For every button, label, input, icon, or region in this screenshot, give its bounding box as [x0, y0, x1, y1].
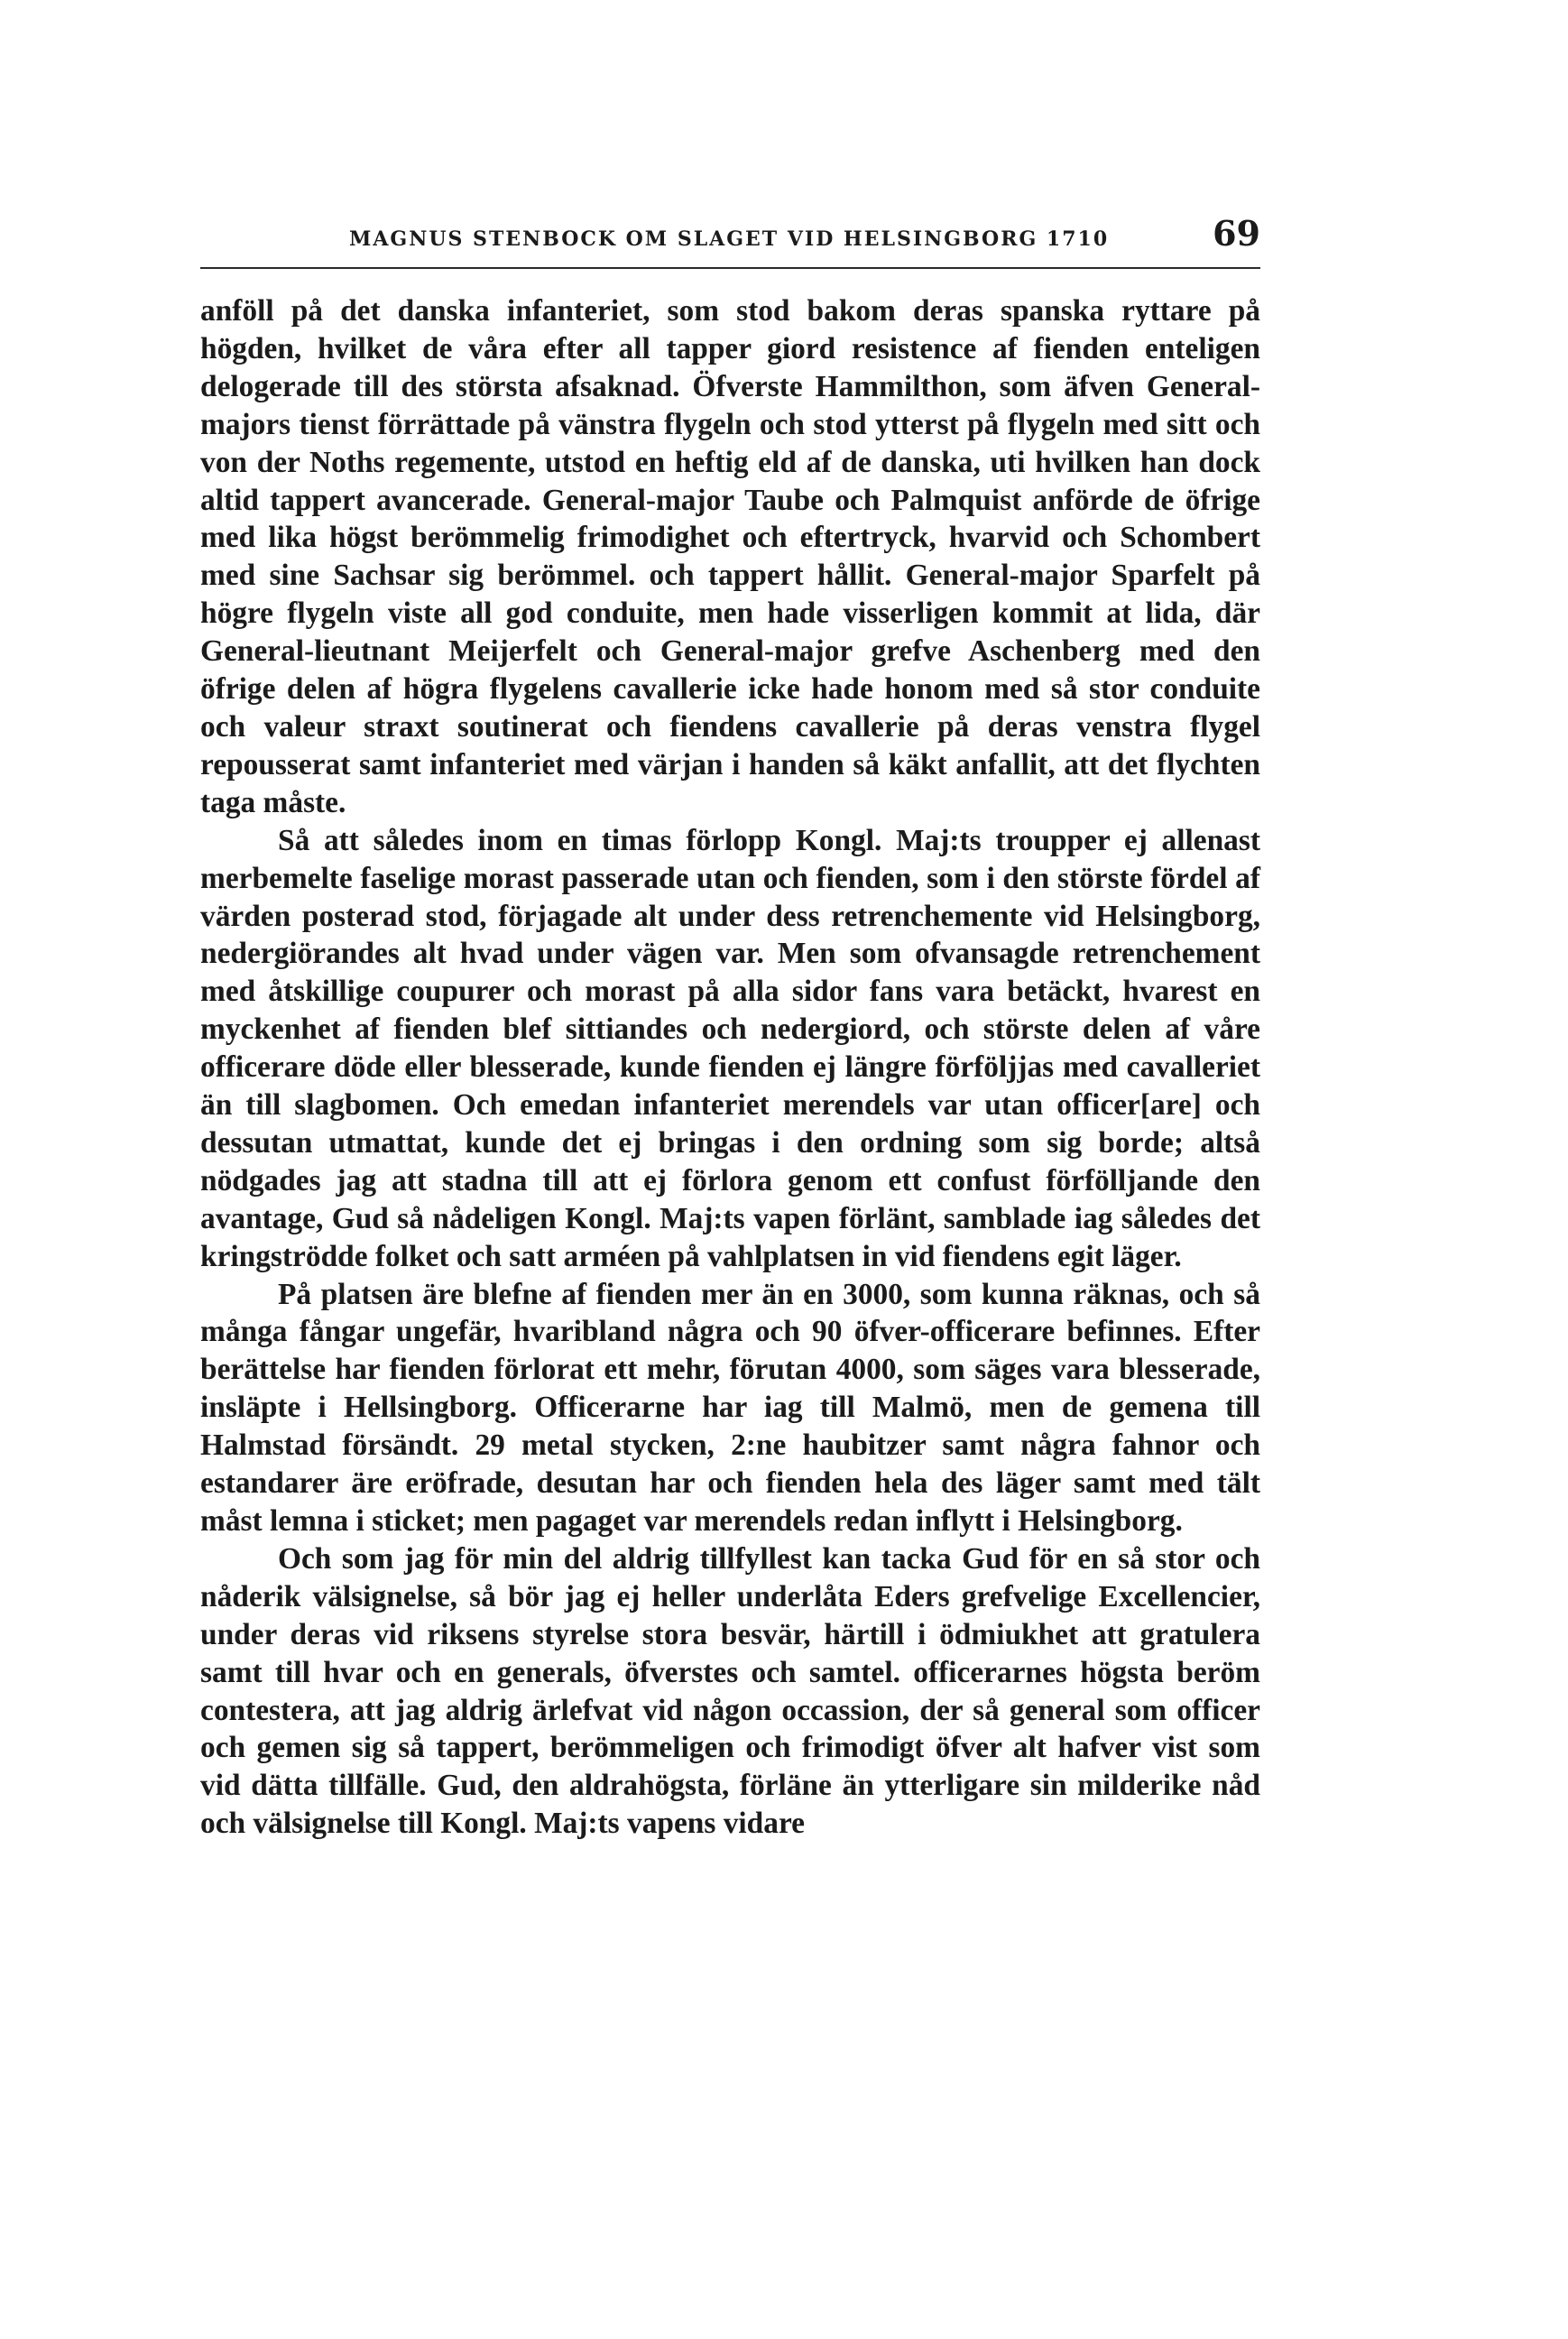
paragraph-2: Så att således inom en timas förlopp Kongl. Maj:ts troupper ej allenast merbemelte faselige morast passerade utan och fienden, som i den störste fördel af värden posterad stod, förjagade alt under dess retrenchemente vid Helsingborg, nedergiörandes alt hvad under vägen var. Men som ofvansagde retrenchement med åtskillige coupurer och morast på alla sidor fans vara betäckt, hvarest en myckenhet af fienden blef sittiandes och nedergiord, och störste delen af våre officerare döde eller blesserade, kunde fienden ej längre förföljjas med cavalleriet än till slagbomen. Och emedan infanteriet merendels var utan officer[are] och dessutan utmattat, kunde det ej bringas i den ordning som sig borde; altså nödgades jag att stadna till att ej förlora genom ett confust förfölljande den avantage, Gud så nådeligen Kongl. Maj:ts vapen förlänt, samblade iag således det kringströdde folket och satt arméen på vahlplatsen in vid fiendens egit läger.	[200, 823, 1260, 1273]
book-page	[200, 213, 1260, 1843]
running-header	[200, 213, 1260, 269]
paragraph-1: anföll på det danska infanteriet, som stod bakom deras spanska ryttare på högden, hvilket de våra efter all tapper giord resistence af fienden enteligen delogerade till des största afsaknad. Öfverste Hammilthon, som äfven General-majors tienst förrättade på vänstra flygeln och stod ytterst på flygeln med sitt och von der Noths regemente, utstod en heftig eld af de danska, uti hvilken han dock altid tappert avancerade. General-major Taube och Palmquist anförde de öfrige med lika högst berömmelig frimodighet och eftertryck, hvarvid och Schombert med sine Sachsar sig berömmel. och tappert hållit. General-major Sparfelt på högre flygeln viste all god conduite, men hade visserligen kommit at lida, där General-lieutnant Meijerfelt och General-major grefve Aschenberg med den öfrige delen af högra flygelens cavallerie icke hade honom med så stor conduite och valeur straxt soutinerat och fiendens cavallerie på deras venstra flygel repousserat samt infanteriet med värjan i handen så käkt anfallit, att det flychten taga måste.	[200, 294, 1260, 819]
running-title: MAGNUS STENBOCK OM SLAGET VID HELSINGBORG 1710	[349, 227, 1110, 251]
paragraph-3: På platsen äre blefne af fienden mer än en 3000, som kunna räknas, och så många fångar ungefär, hvaribland några och 90 öfver-officerare befinnes. Efter berättelse har fienden förlorat ett mehr, förutan 4000, som säges vara blesserade, insläpte i Hellsingborg. Officerarne har iag till Malmö, men de gemena till Halmstad försändt. 29 metal stycken, 2:ne haubitzer samt några fahnor och estandarer äre eröfrade, desutan har och fienden hela des läger samt med tält måst lemna i sticket; men pagaget var merendels redan inflytt i Helsingborg.	[200, 1277, 1260, 1538]
paragraph-4: Och som jag för min del aldrig tillfyllest kan tacka Gud för en så stor och nåderik välsignelse, så bör jag ej heller underlåta Eders grefvelige Excellencier, under deras vid riksens styrelse stora besvär, härtill i ödmiukhet att gratulera samt till hvar och en generals, öfverstes och samtel. officerarnes högsta beröm contestera, att jag aldrig ärlefvat vid någon occassion, der så general som officer och gemen sig så tappert, berömmeligen och frimodigt öfver alt hafver vist som vid dätta tillfälle. Gud, den aldrahögsta, förläne än ytterligare sin milderike nåd och välsignelse till Kongl. Maj:ts vapens vidare	[200, 1541, 1260, 1841]
body-text	[200, 292, 1260, 1843]
page-number: 69	[1213, 213, 1260, 254]
